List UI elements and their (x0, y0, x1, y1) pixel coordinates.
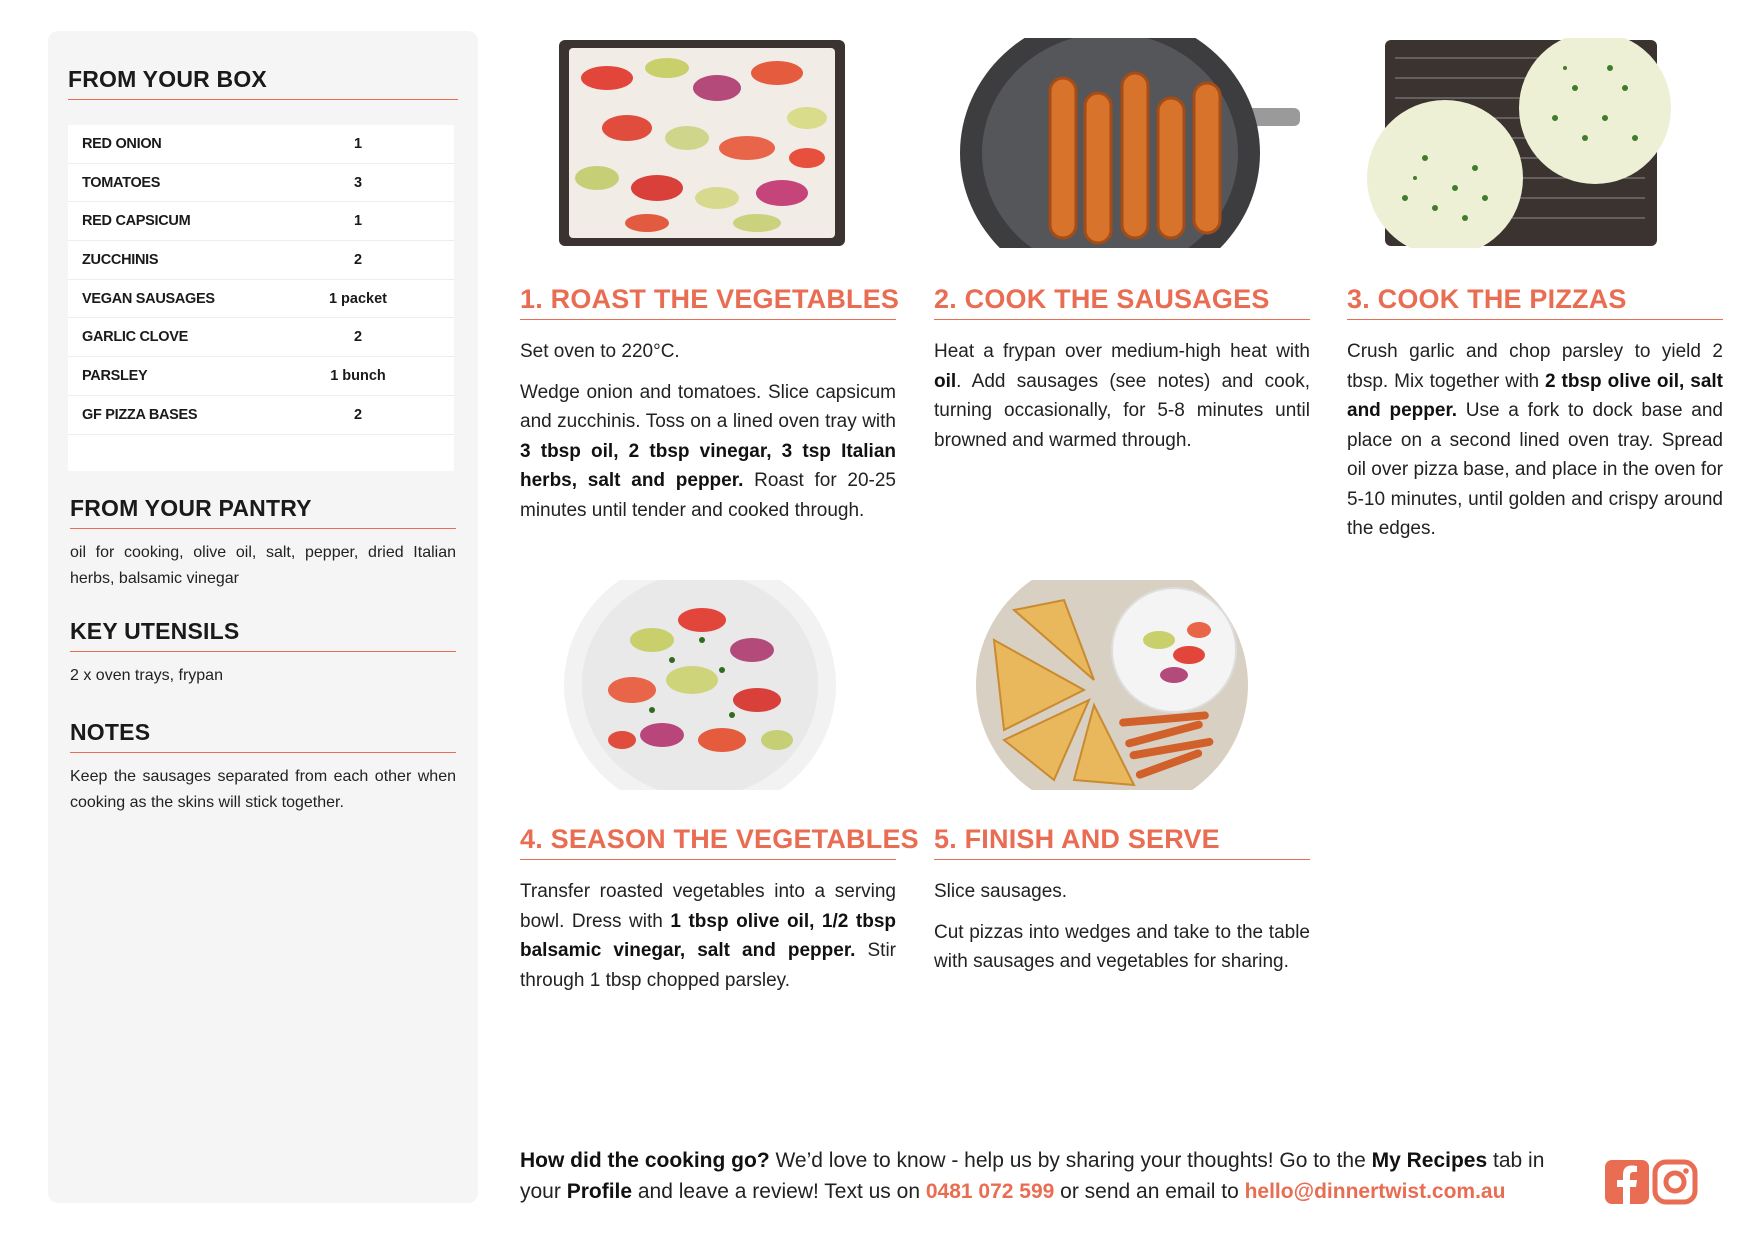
table-row (68, 357, 454, 396)
notes-heading: NOTES (70, 719, 456, 753)
table-row (68, 202, 454, 241)
ingredient-name: GARLIC CLOVE (82, 329, 188, 346)
step-5-para-1: Slice sausages. (934, 881, 1068, 902)
table-row (68, 164, 454, 203)
ingredient-qty: 2 (353, 251, 363, 268)
table-row (68, 396, 454, 435)
cook-pizzas-photo (1365, 38, 1675, 248)
step-5-title: 5. FINISH AND SERVE (934, 824, 1310, 860)
utensils-text: 2 x oven trays, frypan (70, 667, 223, 684)
feedback-question: How did the cooking go? (520, 1149, 770, 1172)
step-4-text (520, 877, 896, 1006)
ingredient-qty: 1 packet (328, 290, 388, 307)
email-link[interactable]: hello@dinnertwist.com.au (1244, 1180, 1506, 1203)
roast-vegetables-photo (557, 38, 847, 248)
ingredient-name: GF PIZZA BASES (82, 406, 198, 423)
step-4-title: 4. SEASON THE VEGETABLES (520, 824, 896, 860)
table-row (68, 318, 454, 357)
facebook-icon[interactable] (1604, 1159, 1650, 1205)
step-3-title: 3. COOK THE PIZZAS (1347, 284, 1723, 320)
step-2-text (934, 337, 1310, 466)
step-5-text (934, 877, 1310, 988)
table-row (68, 125, 454, 164)
step-2-para-1: Heat a frypan over medium-high heat with oil. Add sausages (see notes) and cook, turning occasionally, for 5-8 minutes until browned and warmed through. (934, 341, 1310, 451)
cook-sausages-photo (960, 38, 1300, 248)
step-4-para-1: Transfer roasted vegetables into a serving bowl. Dress with 1 tbsp olive oil, 1/2 tbsp balsamic vinegar, salt and pepper. Stir through 1 tbsp chopped parsley. (520, 881, 897, 991)
ingredient-qty: 3 (353, 174, 363, 191)
table-row (68, 241, 454, 280)
step-1-text (520, 337, 896, 536)
ingredient-qty: 2 (353, 329, 363, 346)
from-your-pantry-heading: FROM YOUR PANTRY (70, 495, 456, 529)
ingredient-qty: 2 (353, 406, 363, 423)
step-3-text (1347, 337, 1723, 555)
ingredient-name: RED CAPSICUM (82, 213, 191, 230)
feedback-text-1: We’d love to know - help us by sharing your thoughts! Go to the (769, 1149, 1372, 1172)
ingredient-qty: 1 bunch (330, 367, 386, 384)
ingredient-name: PARSLEY (82, 367, 148, 384)
step-1-title: 1. ROAST THE VEGETABLES (520, 284, 896, 320)
ingredients-sidebar (48, 31, 478, 1203)
ingredient-qty: 1 (353, 213, 363, 230)
ingredient-name: TOMATOES (82, 174, 161, 191)
ingredient-name: RED ONION (82, 135, 162, 152)
step-1-para-1: Set oven to 220°C. (520, 341, 680, 362)
from-your-box-heading: FROM YOUR BOX (68, 66, 458, 100)
feedback-text-3: and leave a review! Text us on (632, 1180, 926, 1203)
key-utensils-heading: KEY UTENSILS (70, 618, 456, 652)
step-1-para-2: Wedge onion and tomatoes. Slice capsicum and zucchinis. Toss on a lined oven tray with 3 tbsp oil, 2 tbsp vinegar, 3 tsp Italian herbs, salt and pepper. Roast for 20-25 minutes until tender and cooked through. (520, 381, 896, 521)
step-5-para-2: Cut pizzas into wedges and take to the table with sausages and vegetables for sharing. (934, 921, 1310, 972)
notes-text: Keep the sausages separated from each other when cooking as the skins will stick together. (70, 768, 456, 811)
season-vegetables-photo (562, 580, 838, 790)
ingredient-qty: 1 (353, 135, 363, 152)
feedback-footer (520, 1145, 1580, 1207)
my-recipes-label: My Recipes (1371, 1149, 1488, 1172)
finish-and-serve-photo (974, 580, 1250, 790)
box-ingredients-table (68, 125, 454, 471)
table-row (68, 280, 454, 319)
profile-label: Profile (566, 1180, 633, 1203)
step-3-para-1: Crush garlic and chop parsley to yield 2 tbsp. Mix together with 2 tbsp olive oil, salt and pepper. Use a fork to dock base and place on a second lined oven tray. Spread oil over pizza base, and place in the oven for 5-10 minutes, until golden and crispy around the edges. (1347, 341, 1724, 539)
instagram-icon[interactable] (1652, 1159, 1698, 1205)
pantry-text: oil for cooking, olive oil, salt, pepper, dried Italian herbs, balsamic vinegar (70, 544, 456, 587)
feedback-text-4: or send an email to (1054, 1180, 1245, 1203)
ingredient-name: ZUCCHINIS (82, 251, 159, 268)
phone-link[interactable]: 0481 072 599 (925, 1180, 1055, 1203)
ingredient-name: VEGAN SAUSAGES (82, 290, 215, 307)
step-2-title: 2. COOK THE SAUSAGES (934, 284, 1310, 320)
feedback-text-2: tab in your (520, 1149, 1545, 1203)
